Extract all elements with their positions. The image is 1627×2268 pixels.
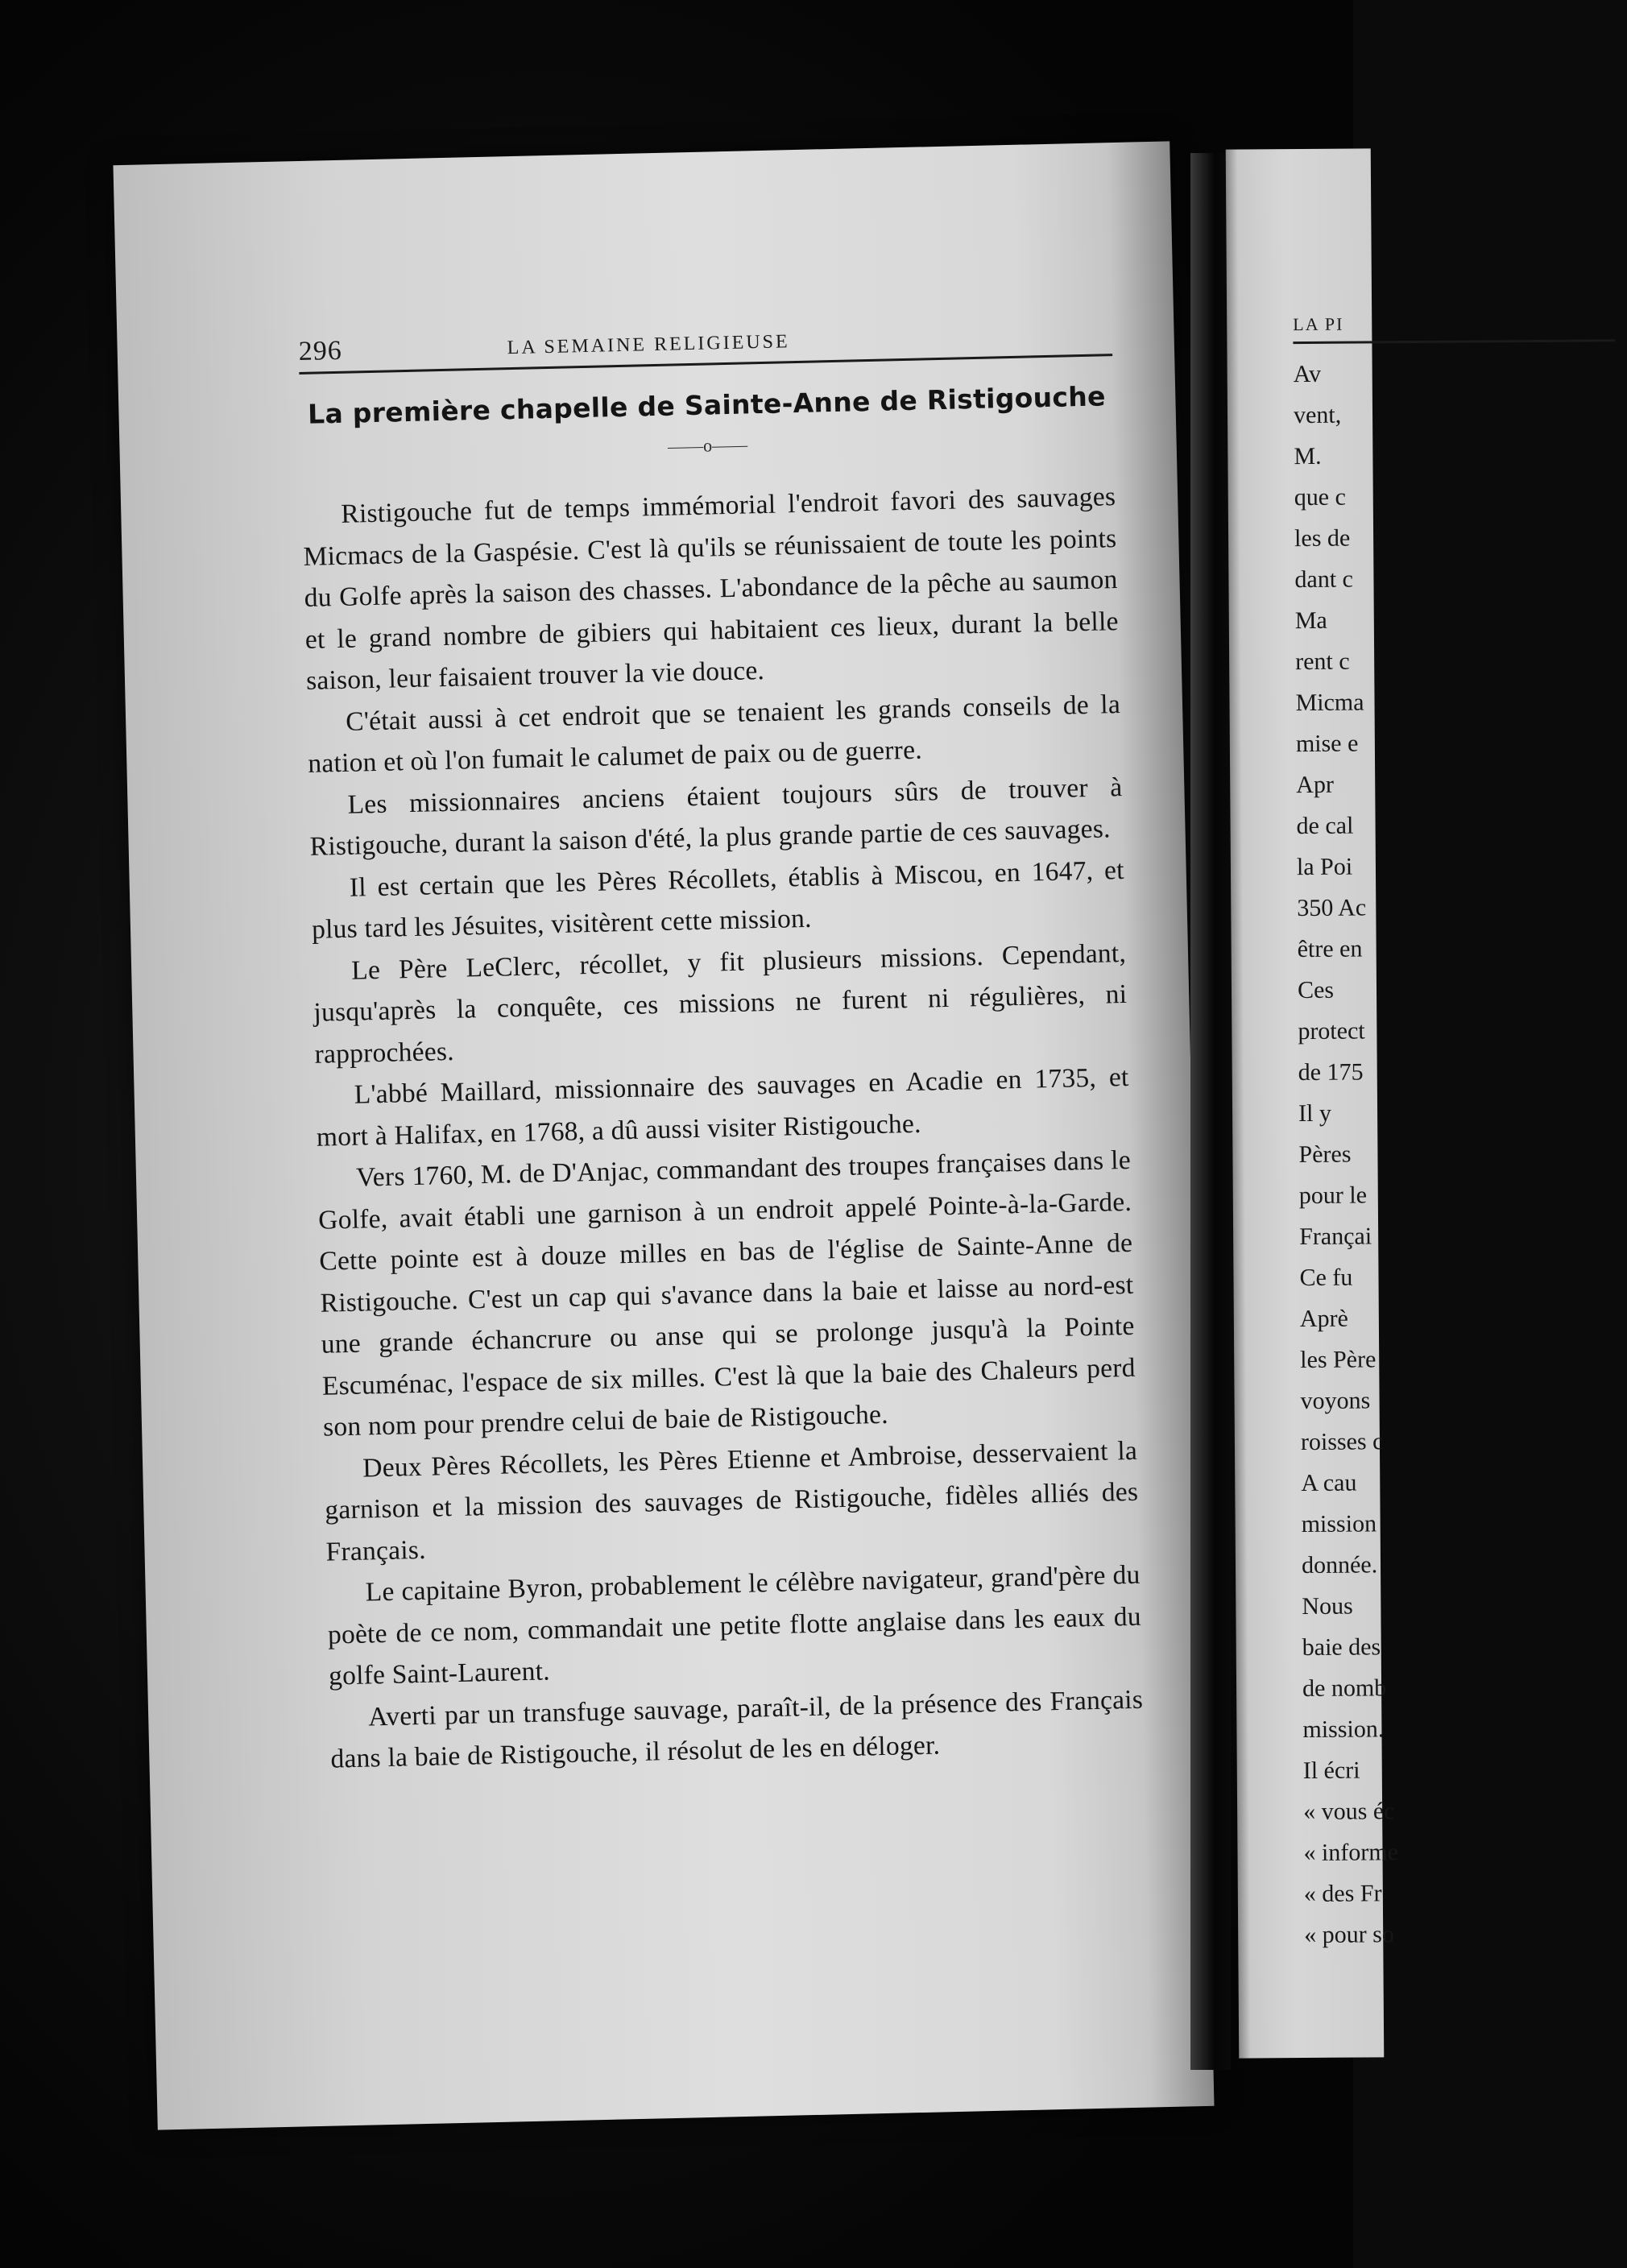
paragraph: Ristigouche fut de temps immémorial l'endroit favori des sauvages Micmacs de la Gaspésie. C'est là qu'ils se réunissaient de toute les points du Golfe après la saison des chasses. L'abondance de la pêche au saumon et le grand nombre de gibiers qui habitaient ces lieux, durant la belle saison, leur faisaient trouver la vie douce. [303, 482, 1120, 696]
right-page-line: donnée. [1301, 1551, 1378, 1579]
right-page-line: « vous éc [1303, 1798, 1395, 1826]
running-head [298, 312, 1112, 375]
right-page-line: Ces [1297, 976, 1335, 1004]
paragraph: Il est certain que les Pères Récollets, établis à Miscou, en 1647, et plus tard les Jésuites, visitèrent cette mission. [311, 855, 1125, 945]
right-page-line: les Père [1300, 1346, 1377, 1374]
article-body [302, 476, 1145, 1780]
right-page-line: de 175 [1298, 1058, 1364, 1086]
paragraph: Vers 1760, M. de D'Anjac, commandant des troupes françaises dans le Golfe, avait établi une garnison à un endroit appelé Pointe-à-la-Garde. Cette pointe est à douze milles en bas de l'église de Sainte-Anne de Ristigouche. C'est un cap qui s'avance dans la baie et laisse au nord-est une grande échancrure ou anse qui se prolonge jusqu'à la Pointe Escuménac, l'espace de six milles. C'est là que la baie des Chaleurs perd son nom pour prendre celui de baie de Ristigouche. [317, 1144, 1136, 1442]
left-page [113, 141, 1214, 2129]
right-page-line: Micma [1295, 689, 1364, 717]
right-page-line: 350 Ac [1297, 894, 1367, 922]
right-page-line: « des Fr [1303, 1880, 1382, 1908]
right-page-line: Il y [1298, 1099, 1332, 1128]
right-page-line: Ma [1294, 606, 1327, 635]
right-page-line: Ce fu [1299, 1264, 1353, 1292]
right-page-line: les de [1294, 524, 1351, 553]
title-ornament: ——o—— [667, 434, 748, 457]
right-page-line: M. [1294, 442, 1322, 470]
right-page-line: Françai [1299, 1223, 1372, 1251]
right-page-line: être en [1297, 935, 1363, 963]
journal-title: LA SEMAINE RELIGIEUSE [507, 331, 790, 359]
right-running-head: LA PI [1293, 312, 1615, 344]
right-page-line: protect [1298, 1017, 1365, 1045]
page-gutter [1190, 153, 1231, 2070]
right-page-line: pour le [1298, 1182, 1368, 1210]
paragraph: Averti par un transfuge sauvage, paraît-il, de la présence des Français dans la baie de Ristigouche, il résolut de les en déloger. [330, 1684, 1144, 1774]
left-page-content [298, 312, 1145, 1780]
right-page-line: Av [1293, 360, 1322, 388]
right-page-line: baie des [1302, 1633, 1381, 1662]
right-page-line: « informe [1303, 1839, 1399, 1867]
paragraph: Deux Pères Récollets, les Pères Etienne et Ambroise, desservaient la garnison et la mission des sauvages de Ristigouche, fidèles alliés des Français. [325, 1435, 1139, 1567]
page-number: 296 [298, 335, 343, 367]
right-page-line: « pour so [1304, 1921, 1394, 1949]
right-page-fragment [1226, 148, 1399, 2058]
right-page-line: voyons [1300, 1387, 1371, 1415]
right-page-line: Aprè [1299, 1305, 1348, 1333]
right-page-line: mission [1301, 1510, 1377, 1538]
right-page-line: Il écri [1302, 1757, 1360, 1785]
article-title: La première chapelle de Sainte-Anne de Ristigouche [307, 380, 1107, 430]
right-page-line: Nous [1302, 1592, 1353, 1620]
right-page-line: de nomb [1302, 1674, 1387, 1703]
right-page-lines [1294, 351, 1627, 1956]
right-page-content [1293, 312, 1626, 1956]
right-page-line: Pères [1298, 1140, 1352, 1169]
right-page-line: dant c [1294, 565, 1354, 594]
right-page-line: A cau [1301, 1469, 1357, 1497]
right-page-line: mise e [1295, 730, 1359, 758]
right-page-line: roisses c [1300, 1428, 1384, 1456]
right-page-line: de cal [1296, 812, 1354, 840]
paragraph: Le capitaine Byron, probablement le célèbre navigateur, grand'père du poète de ce nom, commandait une petite flotte anglaise dans les eaux du golfe Saint-Laurent. [327, 1559, 1142, 1691]
paragraph: Les missionnaires anciens étaient toujours sûrs de trouver à Ristigouche, durant la saison d'été, la plus grande partie de ces sauvages. [309, 772, 1123, 862]
right-page-line: mission. [1302, 1715, 1385, 1744]
right-page-line: rent c [1295, 648, 1350, 676]
right-page-line: vent, [1293, 401, 1342, 429]
paragraph: C'était aussi à cet endroit que se tenaient les grands conseils de la nation et où l'on fumait le calumet de paix ou de guerre. [307, 689, 1121, 779]
right-page-line: que c [1294, 483, 1347, 511]
right-page-line: la Poi [1296, 853, 1353, 881]
right-page-line: Apr [1296, 771, 1335, 799]
paragraph: Le Père LeClerc, récollet, y fit plusieurs missions. Cependant, jusqu'après la conquête, ces missions ne furent ni régulières, ni rapprochées. [313, 937, 1128, 1070]
paragraph: L'abbé Maillard, missionnaire des sauvages en Acadie en 1735, et mort à Halifax, en 1768, a dû aussi visiter Ristigouche. [316, 1062, 1129, 1153]
